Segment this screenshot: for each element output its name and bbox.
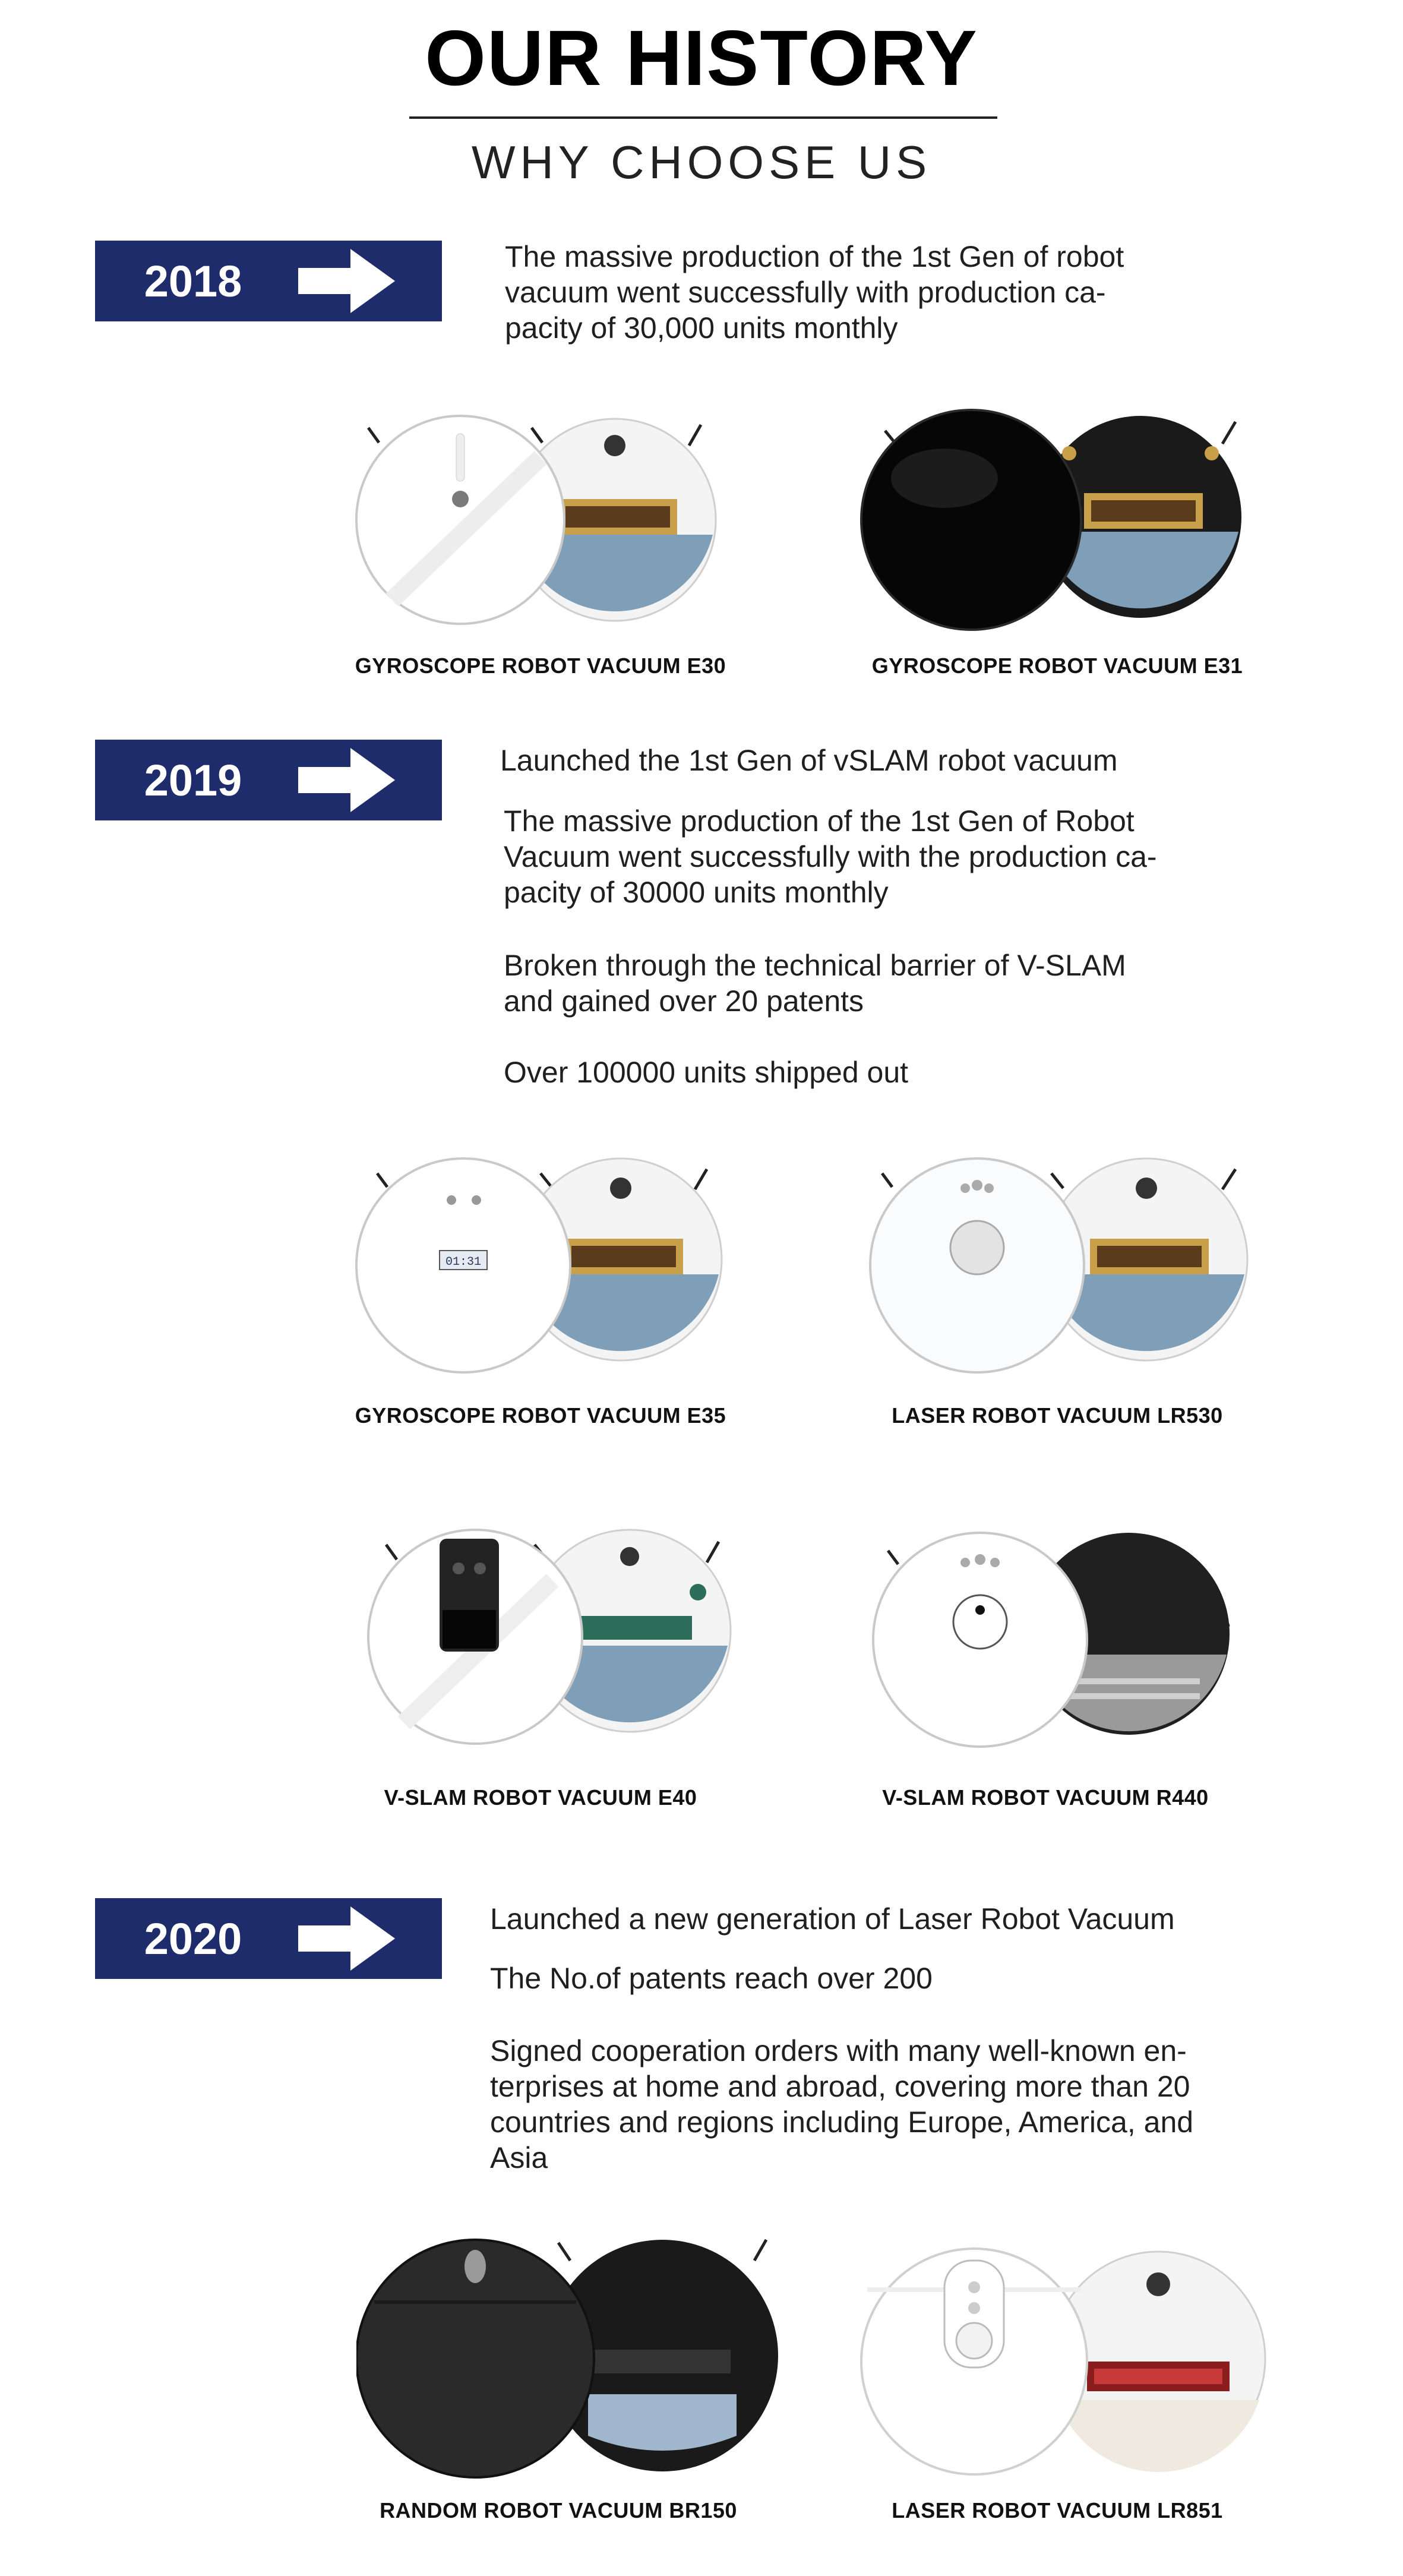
history-text-2019-2: The massive production of the 1st Gen of Robot Vacuum went successfully with the production ca- pacity of 30000 units monthly	[504, 804, 1157, 909]
year-badge-2020	[95, 1898, 442, 1979]
product-image-r440	[861, 1530, 1265, 1756]
product-image-br150	[356, 2231, 784, 2486]
product-caption-e35: GYROSCOPE ROBOT VACUUM E35	[355, 1403, 726, 1428]
display-readout: 01:31	[445, 1255, 482, 1269]
product-image-e35	[345, 1153, 737, 1378]
year-label: 2019	[144, 755, 242, 805]
product-caption-e30: GYROSCOPE ROBOT VACUUM E30	[355, 654, 726, 678]
history-text-2020-3: Signed cooperation orders with many well-known en- terprises at home and abroad, covering more than 20 countries and regions including Europe, America, and Asia	[490, 2034, 1194, 2174]
product-caption-r440: V-SLAM ROBOT VACUUM R440	[882, 1785, 1209, 1810]
arrow-right-icon	[291, 740, 404, 820]
history-text-2019-3: Broken through the technical barrier of V-SLAM and gained over 20 patents	[504, 949, 1126, 1018]
product-caption-e40: V-SLAM ROBOT VACUUM E40	[384, 1785, 697, 1810]
year-label: 2018	[144, 256, 242, 306]
year-badge-2019	[95, 740, 442, 820]
product-image-e30	[345, 410, 737, 636]
product-image-e31	[855, 407, 1259, 639]
year-badge-2018	[95, 241, 442, 321]
page-title: OUR HISTORY	[425, 14, 978, 102]
year-label: 2020	[144, 1914, 242, 1963]
arrow-right-icon	[291, 241, 404, 321]
product-caption-e31: GYROSCOPE ROBOT VACUUM E31	[871, 654, 1243, 678]
history-text-2019-4: Over 100000 units shipped out	[504, 1056, 909, 1089]
arrow-right-icon	[291, 1898, 404, 1979]
product-caption-br150: RANDOM ROBOT VACUUM BR150	[380, 2498, 737, 2523]
history-text-2020-1: Launched a new generation of Laser Robot Vacuum	[490, 1902, 1175, 1936]
history-text-2018-1: The massive production of the 1st Gen of robot vacuum went successfully with production ca- pacity of 30,000 units monthly	[505, 240, 1124, 345]
product-image-lr530	[855, 1153, 1259, 1378]
product-image-e40	[350, 1527, 742, 1753]
history-text-2020-2: The No.of patents reach over 200	[490, 1962, 933, 1995]
product-image-lr851	[855, 2243, 1271, 2480]
history-text-2019-1: Launched the 1st Gen of vSLAM robot vacuum	[500, 744, 1118, 777]
page-subtitle: WHY CHOOSE US	[471, 136, 932, 188]
product-caption-lr851: LASER ROBOT VACUUM LR851	[892, 2498, 1223, 2523]
title-divider	[409, 116, 997, 119]
product-caption-lr530: LASER ROBOT VACUUM LR530	[892, 1403, 1223, 1428]
